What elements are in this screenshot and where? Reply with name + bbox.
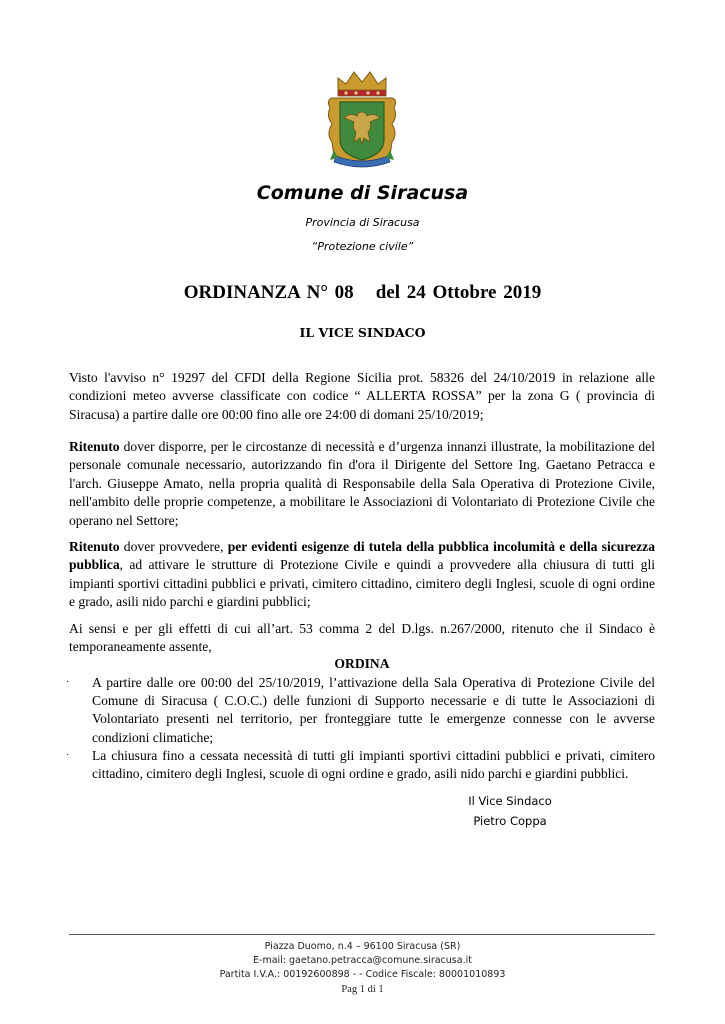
list-item <box>66 747 655 783</box>
issuer-heading: IL VICE SINDACO <box>299 325 426 340</box>
bullet-marker: · <box>66 749 70 761</box>
paragraph-ritenuto-1 <box>69 438 655 530</box>
footer-tax-info: Partita I.V.A.: 00192600898 - - Codice Fiscale: 80001010893 <box>219 969 506 980</box>
ordinance-number: ORDINANZA N° 08 <box>183 282 354 303</box>
ordinance-heading <box>0 282 725 304</box>
paragraph-ritenuto-2 <box>69 538 655 612</box>
ordinance-date: del 24 Ottobre 2019 <box>375 282 542 303</box>
paragraph-text: dover disporre, per le circostanze di necessità e d’urgenza innanzi illustrate, la mobilitazione del personale comunale necessario, autorizzando fin d'ora il Dirigente del Settore Ing. Gaetano Petracca e l'arch. Giuseppe Amato, nella propria qualità di Responsabile della Sala Operativa di Protezione Civile, nell'ambito delle proprie competenze, a mobilitare le Associazioni di Volontariato di Protezione Civile che operano nel Settore; <box>69 439 655 528</box>
paragraph-lead: Ritenuto <box>69 439 120 454</box>
paragraph-emphasis: per evidenti esigenze di tutela della pubblica incolumità e della sicurezza pubblica <box>69 539 656 573</box>
list-item <box>66 674 655 747</box>
list-item-text: A partire dalle ore 00:00 del 25/10/2019, l’attivazione della Sala Operativa di Protezione Civile del Comune di Siracusa ( C.O.C.) delle funzioni di Supporto necessarie e di tutte le Associazioni di Volontariato presenti nel territorio, per fronteggiare tutte le emergenze connesse con le avverse condizioni climatiche; <box>92 675 655 745</box>
department-subtitle: “Protezione civile” <box>311 240 414 253</box>
paragraph-lead: Ritenuto <box>69 539 120 554</box>
ordina-heading: ORDINA <box>334 656 390 671</box>
paragraph-visto: Visto l'avviso n° 19297 del CFDI della Regione Sicilia prot. 58326 del 24/10/2019 in relazione alle condizioni meteo avverse classificate con codice “ ALLERTA ROSSA” per la zona G ( provincia di Siracusa) a partire dalle ore 00:00 fino alle ore 24:00 di domani 25/10/2019; <box>69 370 655 422</box>
ordina-list <box>66 674 655 783</box>
footer-divider <box>69 934 655 935</box>
paragraph-text: , ad attivare le strutture di Protezione Civile e quindi a provvedere alla chiusura di tutti gli impianti sportivi cittadini pubblici e privati, cimitero cittadino, cimitero degli Inglesi, scuole di ogni ordine e grado, asili nido parchi e giardini pubblici; <box>69 557 655 610</box>
paragraph-ai-sensi: Ai sensi e per gli effetti di cui all’art. 53 comma 2 del D.lgs. n.267/2000, ritenuto che il Sindaco è temporaneamente assente, <box>69 621 655 655</box>
list-item-text: La chiusura fino a cessata necessità di tutti gli impianti sportivi cittadini pubblici e privati, cimitero cittadino, cimitero degli Inglesi, scuole di ogni ordine e grado, asili nido parchi e giardini pubblici. <box>92 747 655 782</box>
page-number: Pag 1 di 1 <box>341 984 384 995</box>
signature-name: Pietro Coppa <box>473 814 547 828</box>
bullet-marker: · <box>66 677 70 688</box>
footer-email: E-mail: gaetano.petracca@comune.siracusa.it <box>253 955 472 966</box>
paragraph-text: dover provvedere, <box>119 539 228 554</box>
province-subtitle: Provincia di Siracusa <box>305 216 420 229</box>
footer-address: Piazza Duomo, n.4 – 96100 Siracusa (SR) <box>264 941 461 952</box>
coat-of-arms-logo <box>324 64 400 172</box>
municipality-title: Comune di Siracusa <box>256 182 469 204</box>
signature-role: Il Vice Sindaco <box>468 794 552 808</box>
